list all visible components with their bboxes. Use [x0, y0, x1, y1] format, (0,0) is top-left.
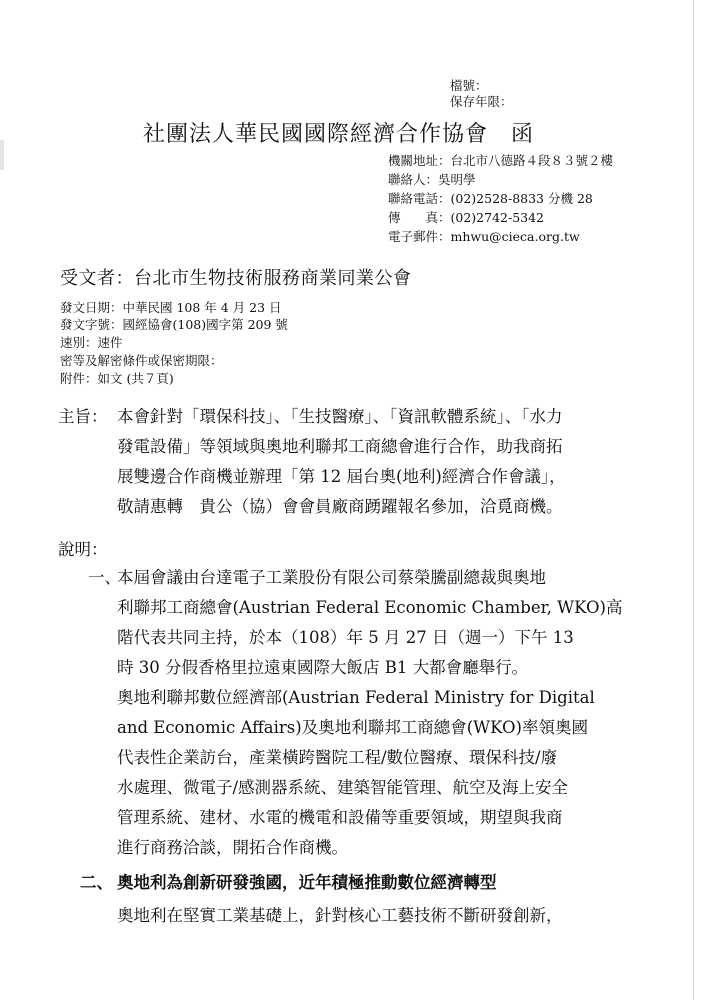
paragraph-line: 管理系統、建材、水電的機電和設備等重要領域，期望與我商 — [117, 808, 563, 827]
file-number-label: 檔號： — [450, 78, 488, 93]
paragraph-line: 代表性企業訪台，產業橫跨醫院工程/數位醫療、環保科技/廢 — [117, 748, 558, 767]
sender-contact: 聯絡人：吳明學 — [388, 172, 476, 187]
speed-class: 速別：速件 — [60, 335, 123, 350]
recipient: 受文者：台北市生物技術服務商業同業公會 — [60, 268, 412, 289]
paragraph-line: and Economic Affairs)及奧地利聯邦工商總會(WKO)率領奧國 — [117, 718, 588, 737]
item-number: 二、 — [80, 873, 113, 892]
secrecy-level: 密等及解密條件或保密期限： — [60, 353, 223, 368]
document-number: 發文字號：國經協會(108)國字第 209 號 — [60, 317, 288, 332]
paragraph-line: 利聯邦工商總會(Austrian Federal Economic Chamber, WKO)高 — [117, 598, 623, 617]
paragraph-line: 水處理、微電子/感測器系統、建築智能管理、航空及海上安全 — [117, 778, 569, 797]
retention-label: 保存年限： — [450, 94, 513, 109]
paragraph-line: 奧地利在堅實工業基礎上，針對核心工藝技術不斷研發創新， — [117, 906, 563, 925]
explanation-label: 說明： — [58, 540, 108, 559]
section-heading: 奧地利為創新研發強國，近年積極推動數位經濟轉型 — [117, 873, 497, 892]
paragraph-line: 階代表共同主持，於本（108）年 5 月 27 日（週一）下午 13 — [117, 628, 574, 647]
subject-line: 本會針對「環保科技」、「生技醫療」、「資訊軟體系統」、「水力 — [117, 407, 563, 426]
subject-line: 發電設備」等領域與奧地利聯邦工商總會進行合作，助我商拓 — [117, 437, 563, 456]
attachment: 附件：如文 (共７頁) — [60, 371, 174, 386]
sender-address: 機關地址：台北市八德路４段８３號２樓 — [388, 153, 614, 168]
item-number: 一、 — [88, 568, 121, 587]
scan-mark — [0, 140, 4, 170]
paragraph-line: 奧地利聯邦數位經濟部(Austrian Federal Ministry for Digital — [117, 688, 595, 707]
paragraph-line: 進行商務洽談，開拓合作商機。 — [117, 838, 348, 857]
paragraph-line: 本屆會議由台達電子工業股份有限公司蔡榮騰副總裁與奧地 — [117, 568, 546, 587]
page-title: 社團法人華民國國際經濟合作協會 函 — [143, 122, 535, 147]
sender-email: 電子郵件：mhwu@cieca.org.tw — [388, 229, 580, 244]
paragraph-line: 時 30 分假香格里拉遠東國際大飯店 B1 大都會廳舉行。 — [117, 658, 529, 677]
subject-label: 主旨： — [58, 407, 108, 426]
subject-line: 展雙邊合作商機並辦理「第 12 屆台奧(地利)經濟合作會議」， — [117, 467, 566, 486]
subject-line: 敬請惠轉 貴公（協）會會員廠商踴躍報名參加，洽覓商機。 — [117, 497, 563, 516]
page-edge-line — [693, 0, 694, 1000]
issue-date: 發文日期：中華民國 108 年 4 月 23 日 — [60, 300, 282, 315]
sender-fax: 傳 真：(02)2742-5342 — [388, 210, 545, 225]
sender-phone: 聯絡電話：(02)2528-8833 分機 28 — [388, 191, 593, 206]
